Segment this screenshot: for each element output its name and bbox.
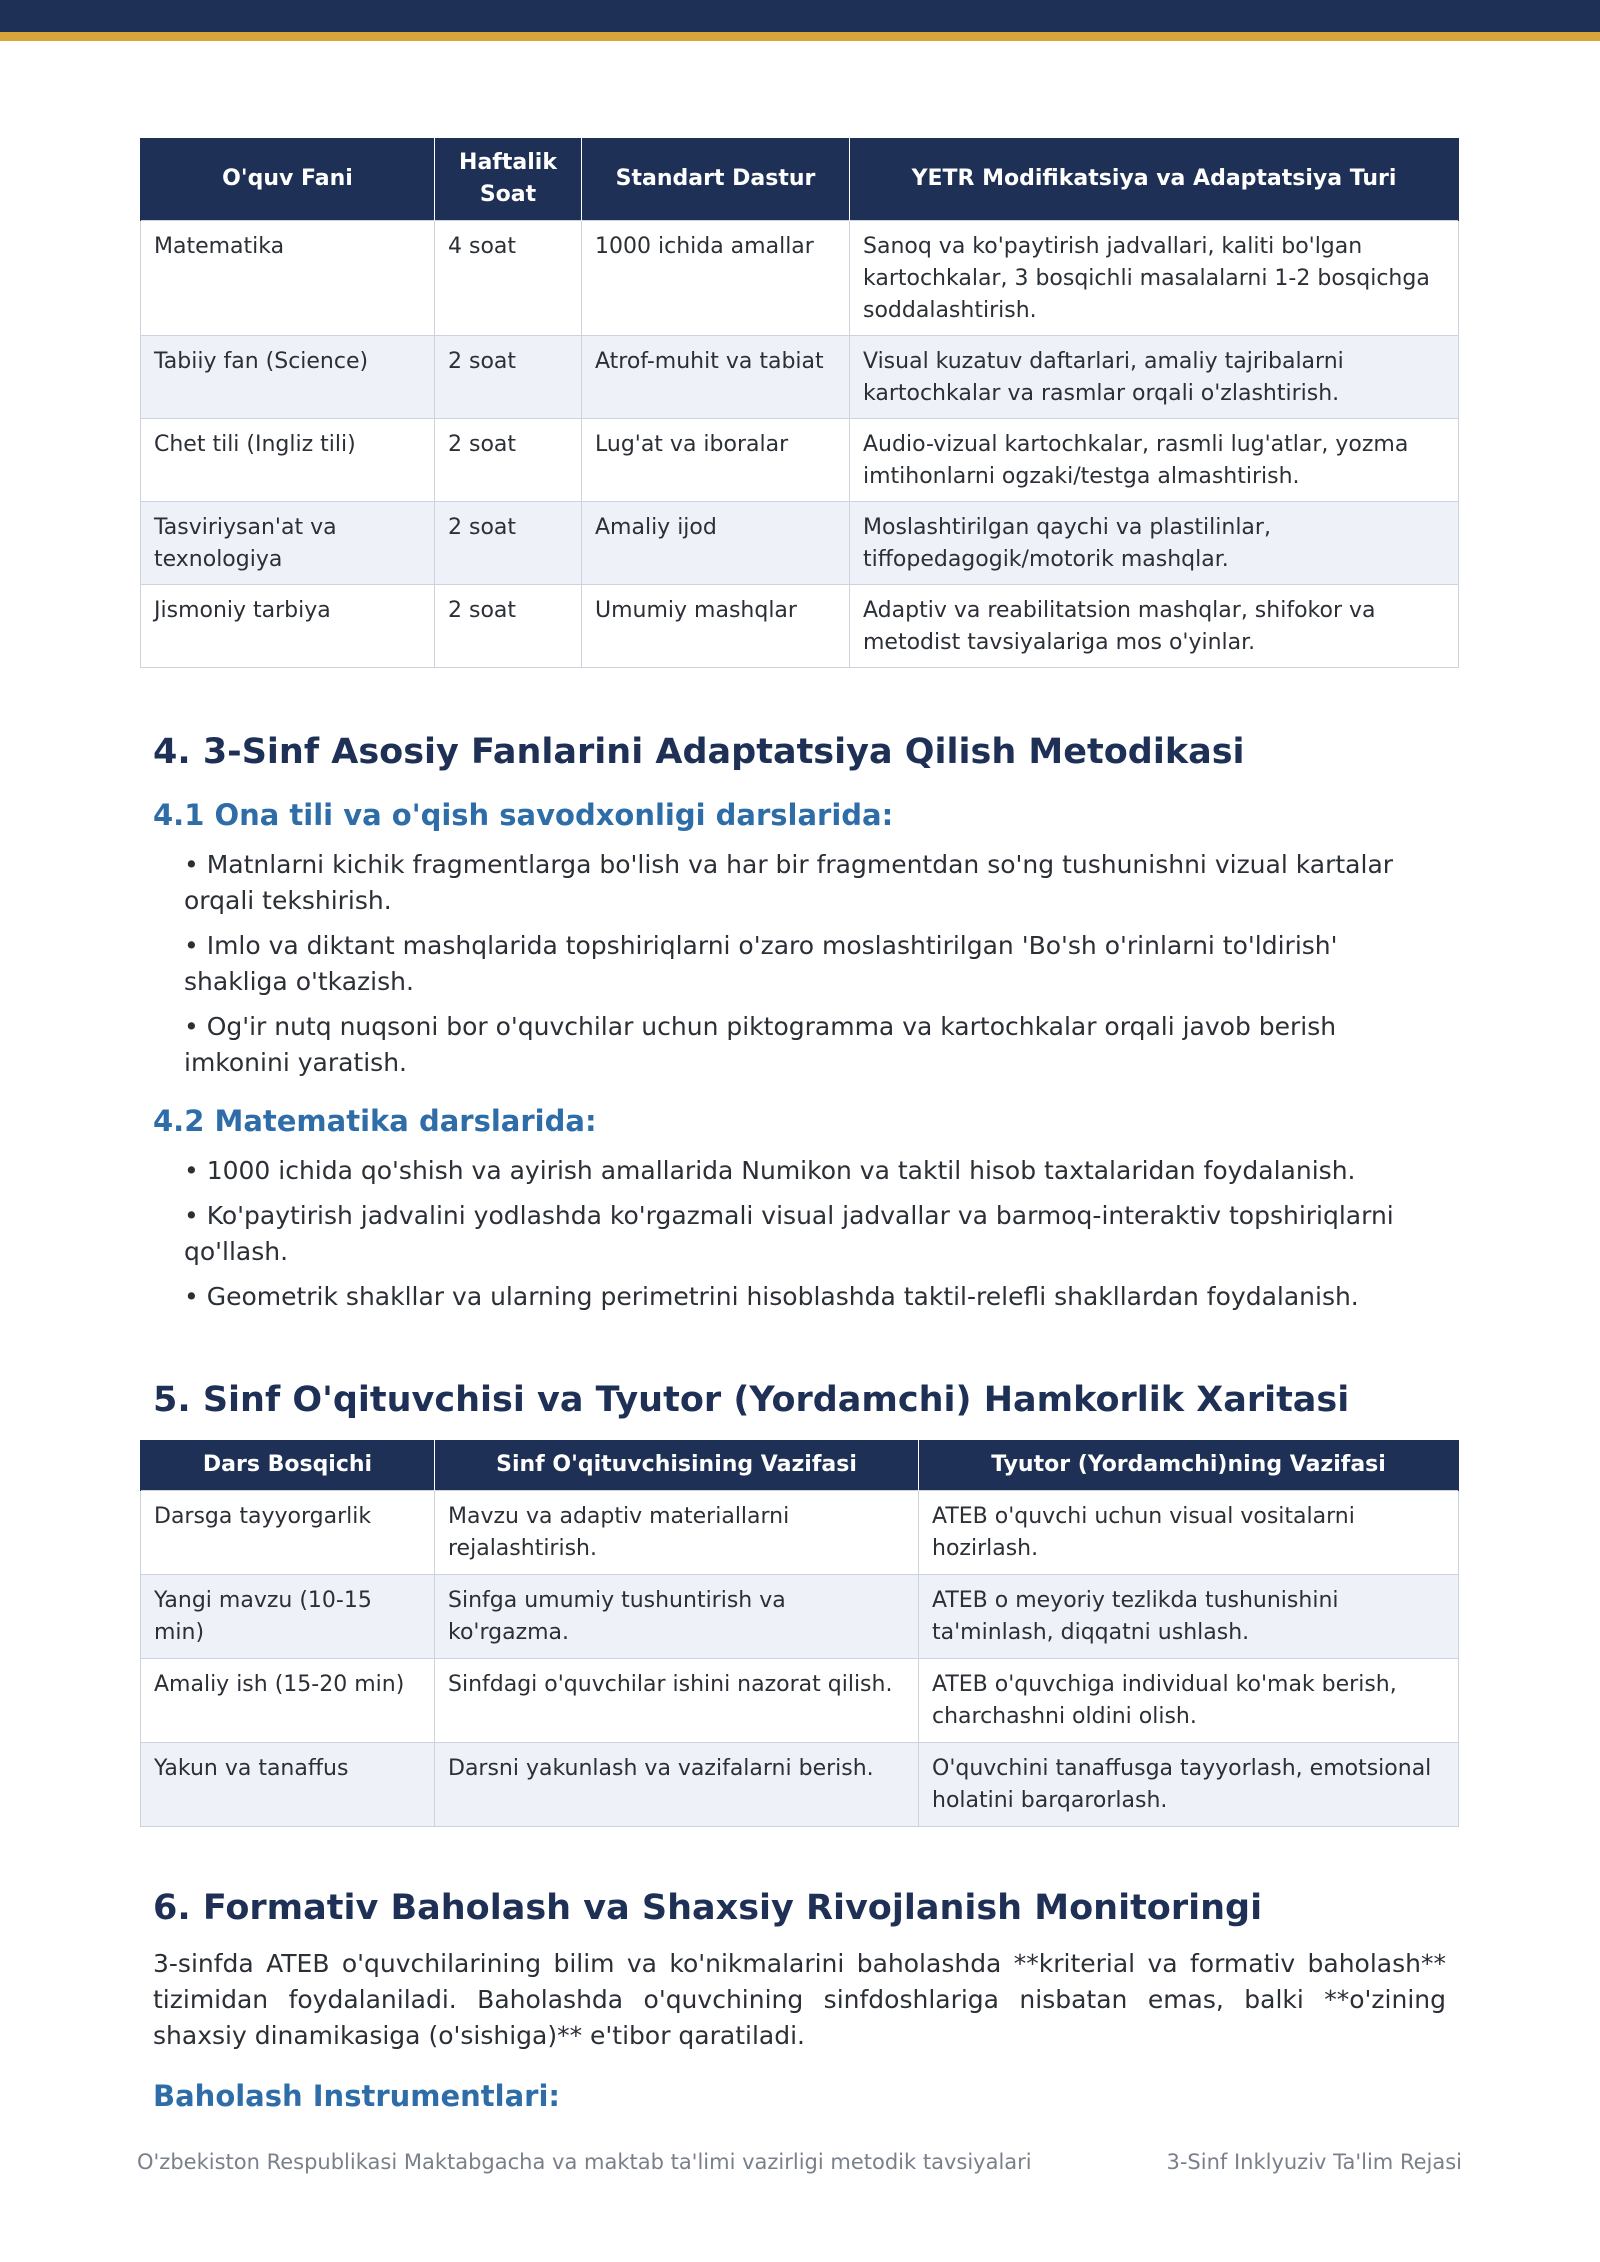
footer-left-text: O'zbekiston Respublikasi Maktabgacha va maktab ta'limi vazirligi metodik tavsiyalari	[137, 2150, 1032, 2174]
table-cell: Mavzu va adaptiv materiallarni rejalashtirish.	[435, 1491, 919, 1575]
list-item: • Matnlarni kichik fragmentlarga bo'lish va har bir fragmentdan so'ng tushunishni vizual kartalar orqali tekshirish.	[184, 850, 1394, 915]
table-row	[141, 1491, 1459, 1575]
table-cell: Atrof-muhit va tabiat	[582, 336, 850, 419]
table-cell: Adaptiv va reabilitatsion mashqlar, shifokor va metodist tavsiyalariga mos o'yinlar.	[850, 585, 1459, 668]
table-cell: Yangi mavzu (10-15 min)	[141, 1575, 435, 1659]
table-header-row	[141, 1440, 1459, 1491]
table-cell: Sinfdagi o'quvchilar ishini nazorat qilish.	[435, 1659, 919, 1743]
table-row	[141, 221, 1459, 336]
table-row	[141, 585, 1459, 668]
column-header-lesson-stage: Dars Bosqichi	[141, 1440, 435, 1491]
table-cell: Yakun va tanaffus	[141, 1743, 435, 1827]
table-cell: Tasviriysan'at va texnologiya	[141, 502, 435, 585]
table-cell: Umumiy mashqlar	[582, 585, 850, 668]
column-header-adaptation-type: YETR Modifikatsiya va Adaptatsiya Turi	[850, 138, 1459, 221]
list-item: • 1000 ichida qo'shish va ayirish amallarida Numikon va taktil hisob taxtalaridan foydalanish.	[184, 1156, 1356, 1185]
table-cell: Amaliy ish (15-20 min)	[141, 1659, 435, 1743]
subjects-table	[140, 138, 1459, 668]
table-cell: Jismoniy tarbiya	[141, 585, 435, 668]
table-row	[141, 502, 1459, 585]
table-cell: 2 soat	[435, 336, 582, 419]
header-accent-line	[0, 32, 1600, 41]
table-cell: 2 soat	[435, 419, 582, 502]
table-row	[141, 1743, 1459, 1827]
table-cell: 2 soat	[435, 585, 582, 668]
list-item: • Og'ir nutq nuqsoni bor o'quvchilar uchun piktogramma va kartochkalar orqali javob berish imkonini yaratish.	[184, 1012, 1337, 1077]
table-cell: Darsga tayyorgarlik	[141, 1491, 435, 1575]
table-cell: ATEB o'quvchi uchun visual vositalarni hozirlash.	[919, 1491, 1459, 1575]
header-bar	[0, 0, 1600, 32]
section-4-heading: 4. 3-Sinf Asosiy Fanlarini Adaptatsiya Qilish Metodikasi	[153, 732, 1245, 772]
table-cell: Darsni yakunlash va vazifalarni berish.	[435, 1743, 919, 1827]
section-4-2-list	[184, 1153, 1444, 1324]
section-6-paragraph: 3-sinfda ATEB o'quvchilarining bilim va ko'nikmalarini baholashda **kriterial va formativ baholash** tizimidan foydalaniladi. Baholashda o'quvchining sinfdoshlariga nisbatan emas, balki **o'zining shaxsiy dinamikasiga (o'sishiga)** e'tibor qaratiladi.	[153, 1949, 1446, 2050]
assessment-instruments-heading: Baholash Instrumentlari:	[153, 2079, 561, 2113]
table-cell: 2 soat	[435, 502, 582, 585]
table-cell: Moslashtirilgan qaychi va plastilinlar, tiffopedagogik/motorik mashqlar.	[850, 502, 1459, 585]
list-item: • Imlo va diktant mashqlarida topshiriqlarni o'zaro moslashtirilgan 'Bo'sh o'rinlarni to'ldirish' shakliga o'tkazish.	[184, 931, 1338, 996]
section-6-heading: 6. Formativ Baholash va Shaxsiy Rivojlanish Monitoringi	[153, 1888, 1263, 1928]
table-cell: Tabiiy fan (Science)	[141, 336, 435, 419]
table-cell: Amaliy ijod	[582, 502, 850, 585]
column-header-tutor-task: Tyutor (Yordamchi)ning Vazifasi	[919, 1440, 1459, 1491]
column-header-subject: O'quv Fani	[141, 138, 435, 221]
column-header-standard-program: Standart Dastur	[582, 138, 850, 221]
section-5-heading: 5. Sinf O'qituvchisi va Tyutor (Yordamchi) Hamkorlik Xaritasi	[153, 1380, 1350, 1420]
table-cell: Audio-vizual kartochkalar, rasmli lug'atlar, yozma imtihonlarni ogzaki/testga almashtirish.	[850, 419, 1459, 502]
collaboration-table	[140, 1440, 1459, 1827]
table-row	[141, 336, 1459, 419]
table-cell: Lug'at va iboralar	[582, 419, 850, 502]
table-cell: Sinfga umumiy tushuntirish va ko'rgazma.	[435, 1575, 919, 1659]
table-row	[141, 1575, 1459, 1659]
table-cell: 1000 ichida amallar	[582, 221, 850, 336]
table-cell: Sanoq va ko'paytirish jadvallari, kaliti bo'lgan kartochkalar, 3 bosqichli masalalarni 1-2 bosqichga soddalashtirish.	[850, 221, 1459, 336]
table-cell: 4 soat	[435, 221, 582, 336]
table-cell: Chet tili (Ingliz tili)	[141, 419, 435, 502]
section-4-1-list	[184, 847, 1444, 1090]
table-cell: ATEB o'quvchiga individual ko'mak berish, charchashni oldini olish.	[919, 1659, 1459, 1743]
table-cell: Visual kuzatuv daftarlari, amaliy tajribalarni kartochkalar va rasmlar orqali o'zlashtirish.	[850, 336, 1459, 419]
section-4-2-heading: 4.2 Matematika darslarida:	[153, 1104, 597, 1138]
table-cell: ATEB o meyoriy tezlikda tushunishini ta'minlash, diqqatni ushlash.	[919, 1575, 1459, 1659]
table-cell: O'quvchini tanaffusga tayyorlash, emotsional holatini barqarorlash.	[919, 1743, 1459, 1827]
column-header-teacher-task: Sinf O'qituvchisining Vazifasi	[435, 1440, 919, 1491]
column-header-weekly-hours: Haftalik Soat	[435, 138, 582, 221]
table-cell: Matematika	[141, 221, 435, 336]
list-item: • Ko'paytirish jadvalini yodlashda ko'rgazmali visual jadvallar va barmoq-interaktiv topshiriqlarni qo'llash.	[184, 1201, 1394, 1266]
table-header-row	[141, 138, 1459, 221]
table-row	[141, 1659, 1459, 1743]
table-row	[141, 419, 1459, 502]
footer-right-text: 3-Sinf Inklyuziv Ta'lim Rejasi	[1166, 2150, 1462, 2174]
section-4-1-heading: 4.1 Ona tili va o'qish savodxonligi darslarida:	[153, 798, 894, 832]
list-item: • Geometrik shakllar va ularning perimetrini hisoblashda taktil-relefli shakllardan foydalanish.	[184, 1282, 1359, 1311]
